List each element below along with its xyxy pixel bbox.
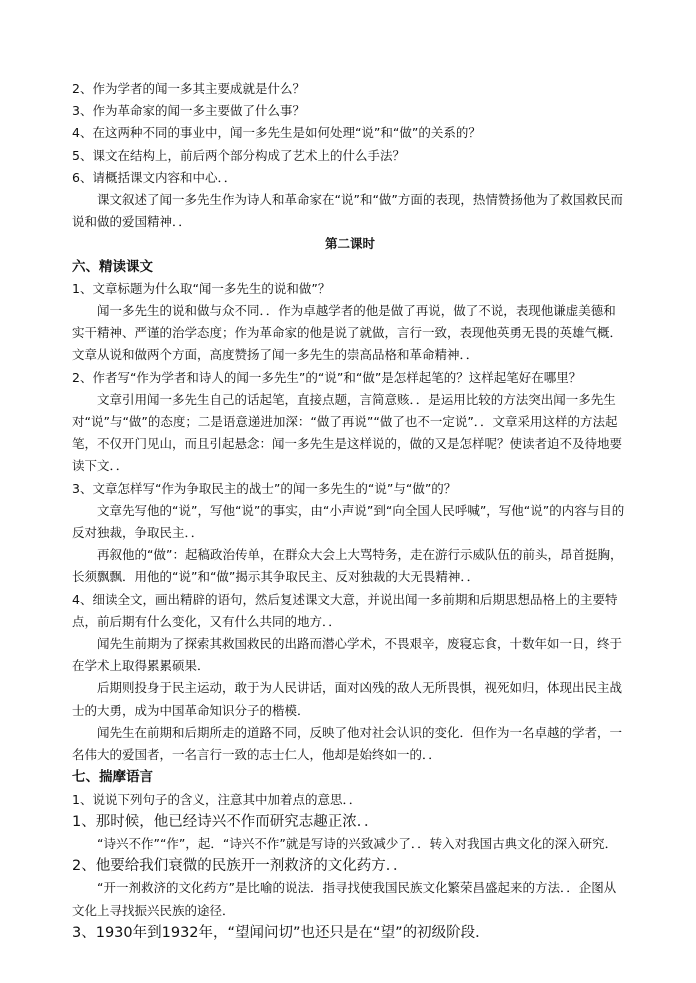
reading-question-3: 3、文章怎样写“作为争取民主的战士”的闻一多先生的“说”与“做”的？ bbox=[72, 480, 457, 496]
sentence-3: 3、1930年到1932年，“望闻问切”也还只是在“望”的初级阶段． bbox=[72, 924, 490, 941]
reading-answer-2: 文章引用闻一多先生自己的话起笔，直接点题，言简意赅．．是运用比较的方法突出闻一多先生对“说”与“做”的态度；二是语意递进加深：“做了再说”“做了也不一定说”．．文章采用这样的方法起笔，不仅开门见山，而且引起悬念：闻一多先生是这样说的，做的又是怎样呢？使读者迫不及待地要读下文．． bbox=[72, 391, 623, 474]
language-question-1: 1、说说下列句子的含义，注意其中加着点的意思．． bbox=[72, 791, 362, 807]
reading-question-1: 1、文章标题为什么取“闻一多先生的说和做”？ bbox=[72, 280, 331, 296]
section-seven-heading: 七、揣摩语言 bbox=[72, 769, 153, 786]
sentence-2: 2、他要给我们衰微的民族开一剂救济的文化药方．． bbox=[72, 858, 408, 875]
document-page bbox=[72, 78, 628, 944]
reading-answer-3a: 文章先写他的“说”，写他“说”的事实，由“小声说”到“向全国人民呼喊”，写他“说”的内容与目的反对独裁，争取民主．． bbox=[72, 502, 625, 541]
reading-answer-4a: 闻先生前期为了探索其救国救民的出路而潜心学术，不畏艰辛，废寝忘食，十数年如一日，终于在学术上取得累累硕果． bbox=[72, 636, 623, 674]
sentence-1-explanation: “诗兴不作”“作”，起．“诗兴不作”就是写诗的兴致减少了．．转入对我国古典文化的深入研究． bbox=[97, 835, 618, 851]
reading-answer-4c: 闻先生在前期和后期所走的道路不同，反映了他对社会认识的变化．但作为一名卓越的学者，一名伟大的爱国者，一名言行一致的志士仁人，他却是始终如一的．． bbox=[72, 724, 623, 763]
summary-paragraph: 课文叙述了闻一多先生作为诗人和革命家在“说”和“做”方面的表现，热情赞扬他为了救国救民而说和做的爱国精神．． bbox=[72, 192, 623, 230]
reading-question-4: 4、细读全文，画出精辟的语句，然后复述课文大意，并说出闻一多前期和后期思想品格上的主要特点，前后期有什么变化，又有什么共同的地方．． bbox=[72, 591, 618, 629]
question-6: 6、请概括课文内容和中心．． bbox=[72, 169, 237, 185]
sentence-1: 1、那时候，他已经诗兴不作而研究志趣正浓．． bbox=[72, 813, 379, 830]
question-4: 4、在这两种不同的事业中，闻一多先生是如何处理“说”和“做”的关系的？ bbox=[72, 125, 481, 141]
reading-answer-1: 闻一多先生的说和做与众不同．．作为卓越学者的他是做了再说，做了不说，表现他谦虚美德和实干精神、严谨的治学态度；作为革命家的他是说了就做，言行一致，表现他英勇无畏的英雄气概．文章从说和做两个方面，高度赞扬了闻一多先生的崇高品格和革命精神．． bbox=[72, 303, 623, 363]
sentence-2-explanation: “开一剂救济的文化药方”是比喻的说法．指寻找使我国民族文化繁荣昌盛起来的方法．．企图从文化上寻找振兴民族的途径． bbox=[72, 880, 617, 918]
reading-question-2: 2、作者写“作为学者和诗人的闻一多先生”的“说”和“做”是怎样起笔的？这样起笔好在哪里？ bbox=[72, 369, 582, 385]
reading-answer-3b: 再叙他的“做”：起稿政治传单，在群众大会上大骂特务，走在游行示威队伍的前头，昂首挺胸，长须飘飘．用他的“说”和“做”揭示其争取民主、反对独裁的大无畏精神．． bbox=[72, 547, 623, 585]
question-5: 5、课文在结构上，前后两个部分构成了艺术上的什么手法？ bbox=[72, 147, 405, 163]
section-six-heading: 六、精读课文 bbox=[72, 258, 153, 275]
question-2: 2、作为学者的闻一多其主要成就是什么？ bbox=[72, 81, 305, 96]
lesson-two-title: 第二课时 bbox=[324, 236, 375, 252]
question-3: 3、作为革命家的闻一多主要做了什么事？ bbox=[72, 103, 305, 119]
reading-answer-4b: 后期则投身于民主运动，敢于为人民讲话，面对凶残的敌人无所畏惧，视死如归，体现出民主战士的大勇，成为中国革命知识分子的楷模． bbox=[72, 680, 623, 718]
